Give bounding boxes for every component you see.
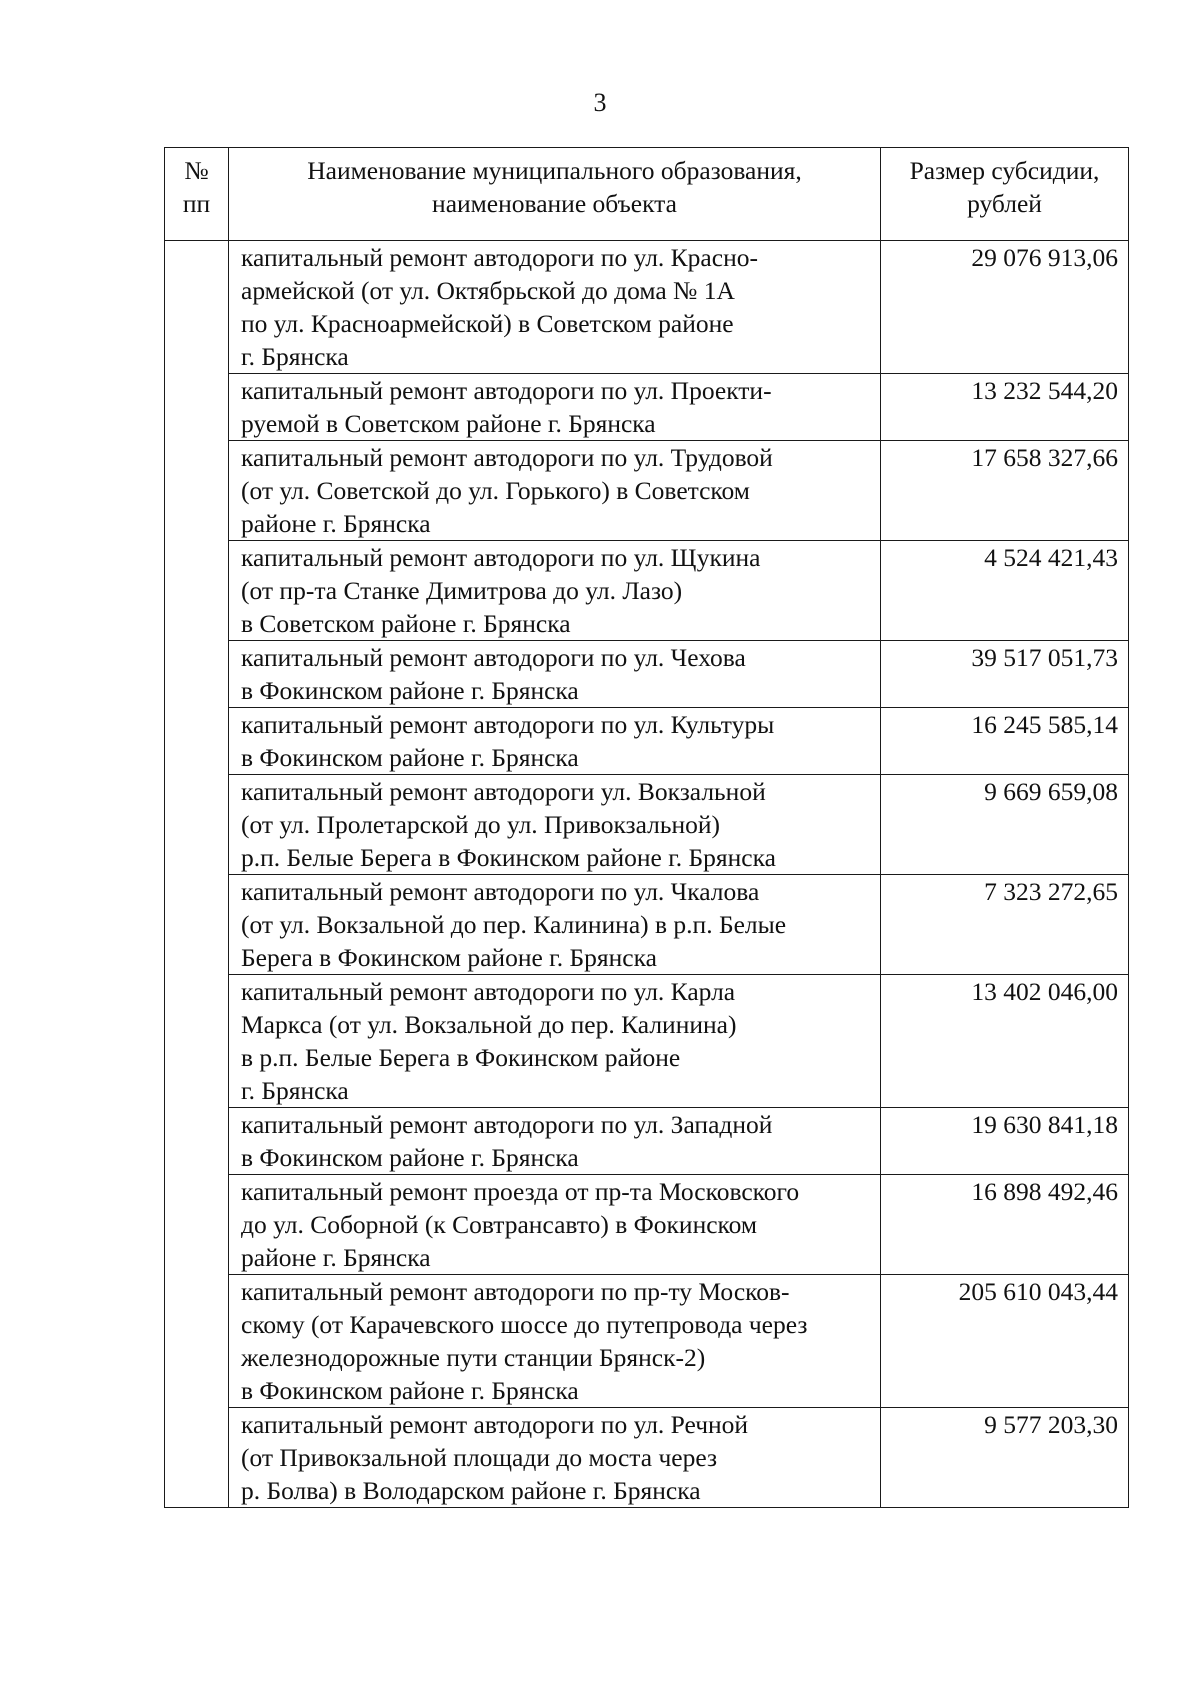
header-row bbox=[165, 148, 1129, 241]
table-row bbox=[165, 1275, 1129, 1408]
row-number-cell bbox=[165, 1108, 229, 1175]
object-name-line: (от Привокзальной площади до моста через bbox=[241, 1443, 718, 1472]
subsidy-amount-cell: 4 524 421,43 bbox=[881, 541, 1129, 641]
object-name-cell bbox=[229, 875, 881, 975]
row-number-cell bbox=[165, 374, 229, 441]
object-name-line: руемой в Советском районе г. Брянска bbox=[241, 409, 656, 438]
object-name-cell bbox=[229, 441, 881, 541]
row-number-cell bbox=[165, 775, 229, 875]
row-number-cell bbox=[165, 541, 229, 641]
page-number: 3 bbox=[593, 88, 607, 117]
object-name-line: капитальный ремонт автодороги по ул. Речной bbox=[241, 1410, 749, 1439]
header-name bbox=[229, 148, 881, 241]
object-name-cell bbox=[229, 775, 881, 875]
table-row bbox=[165, 875, 1129, 975]
header-num-line: пп bbox=[182, 189, 211, 218]
row-number-cell bbox=[165, 1275, 229, 1408]
object-name-line: капитальный ремонт автодороги по ул. Трудовой bbox=[241, 443, 773, 472]
object-name-line: р. Болва) в Володарском районе г. Брянска bbox=[241, 1476, 701, 1505]
object-name-line: капитальный ремонт автодороги по ул. Проекти- bbox=[241, 376, 772, 405]
object-name-line: капитальный ремонт проезда от пр-та Московского bbox=[241, 1177, 800, 1206]
object-name-cell bbox=[229, 1175, 881, 1275]
table-header bbox=[165, 148, 1129, 241]
subsidy-amount-cell: 39 517 051,73 bbox=[881, 641, 1129, 708]
object-name-cell bbox=[229, 541, 881, 641]
object-name-cell bbox=[229, 641, 881, 708]
header-amount-line: рублей bbox=[967, 189, 1042, 218]
subsidy-table bbox=[164, 147, 1129, 1508]
subsidy-amount-cell: 13 232 544,20 bbox=[881, 374, 1129, 441]
table-row bbox=[165, 1175, 1129, 1275]
object-name-cell bbox=[229, 975, 881, 1108]
row-number-cell bbox=[165, 975, 229, 1108]
table-row bbox=[165, 1108, 1129, 1175]
object-name-line: до ул. Соборной (к Совтрансавто) в Фокинском bbox=[241, 1210, 758, 1239]
header-amount bbox=[881, 148, 1129, 241]
table-row bbox=[165, 641, 1129, 708]
table-row bbox=[165, 775, 1129, 875]
header-num bbox=[165, 148, 229, 241]
object-name-cell bbox=[229, 241, 881, 374]
object-name-line: районе г. Брянска bbox=[241, 1243, 431, 1272]
table-row bbox=[165, 241, 1129, 374]
table-row bbox=[165, 441, 1129, 541]
object-name-line: (от пр-та Станке Димитрова до ул. Лазо) bbox=[241, 576, 683, 605]
row-number-cell bbox=[165, 1175, 229, 1275]
object-name-line: капитальный ремонт автодороги по ул. Щукина bbox=[241, 543, 761, 572]
object-name-line: капитальный ремонт автодороги по ул. Красно- bbox=[241, 243, 758, 272]
object-name-cell bbox=[229, 1108, 881, 1175]
subsidy-amount-cell: 16 898 492,46 bbox=[881, 1175, 1129, 1275]
object-name-line: скому (от Карачевского шоссе до путепровода через bbox=[241, 1310, 808, 1339]
row-number-cell bbox=[165, 441, 229, 541]
object-name-line: в Фокинском районе г. Брянска bbox=[241, 1143, 579, 1172]
object-name-line: капитальный ремонт автодороги ул. Вокзальной bbox=[241, 777, 766, 806]
table-body bbox=[165, 241, 1129, 1508]
row-number-cell bbox=[165, 1408, 229, 1508]
subsidy-amount-cell: 29 076 913,06 bbox=[881, 241, 1129, 374]
table-row bbox=[165, 374, 1129, 441]
object-name-line: по ул. Красноармейской) в Советском районе bbox=[241, 309, 734, 338]
object-name-line: в Советском районе г. Брянска bbox=[241, 609, 571, 638]
subsidy-amount-cell: 16 245 585,14 bbox=[881, 708, 1129, 775]
object-name-line: (от ул. Советской до ул. Горького) в Советском bbox=[241, 476, 750, 505]
subsidy-amount-cell: 7 323 272,65 bbox=[881, 875, 1129, 975]
object-name-line: капитальный ремонт автодороги по ул. Чкалова bbox=[241, 877, 760, 906]
object-name-line: в Фокинском районе г. Брянска bbox=[241, 676, 579, 705]
subsidy-amount-cell: 19 630 841,18 bbox=[881, 1108, 1129, 1175]
object-name-line: (от ул. Пролетарской до ул. Привокзальной) bbox=[241, 810, 721, 839]
object-name-line: в Фокинском районе г. Брянска bbox=[241, 743, 579, 772]
object-name-line: капитальный ремонт автодороги по ул. Западной bbox=[241, 1110, 773, 1139]
object-name-line: капитальный ремонт автодороги по пр-ту Москов- bbox=[241, 1277, 790, 1306]
object-name-line: капитальный ремонт автодороги по ул. Культуры bbox=[241, 710, 775, 739]
subsidy-amount-cell: 205 610 043,44 bbox=[881, 1275, 1129, 1408]
object-name-line: г. Брянска bbox=[241, 342, 349, 371]
object-name-cell bbox=[229, 374, 881, 441]
object-name-line: р.п. Белые Берега в Фокинском районе г. Брянска bbox=[241, 843, 776, 872]
object-name-line: армейской (от ул. Октябрьской до дома № 1А bbox=[241, 276, 735, 305]
header-num-line: № bbox=[184, 156, 209, 185]
object-name-line: г. Брянска bbox=[241, 1076, 349, 1105]
header-name-line: Наименование муниципального образования, bbox=[307, 156, 802, 185]
object-name-line: капитальный ремонт автодороги по ул. Карла bbox=[241, 977, 736, 1006]
subsidy-amount-cell: 9 577 203,30 bbox=[881, 1408, 1129, 1508]
row-number-cell bbox=[165, 641, 229, 708]
object-name-line: Маркса (от ул. Вокзальной до пер. Калинина) bbox=[241, 1010, 737, 1039]
table-row bbox=[165, 541, 1129, 641]
object-name-line: в Фокинском районе г. Брянска bbox=[241, 1376, 579, 1405]
object-name-cell bbox=[229, 1408, 881, 1508]
object-name-line: в р.п. Белые Берега в Фокинском районе bbox=[241, 1043, 681, 1072]
object-name-line: Берега в Фокинском районе г. Брянска bbox=[241, 943, 657, 972]
row-number-cell bbox=[165, 241, 229, 374]
table-row bbox=[165, 1408, 1129, 1508]
subsidy-amount-cell: 9 669 659,08 bbox=[881, 775, 1129, 875]
row-number-cell bbox=[165, 875, 229, 975]
header-name-line: наименование объекта bbox=[432, 189, 677, 218]
subsidy-amount-cell: 17 658 327,66 bbox=[881, 441, 1129, 541]
header-amount-line: Размер субсидии, bbox=[909, 156, 1100, 185]
object-name-cell bbox=[229, 1275, 881, 1408]
object-name-line: капитальный ремонт автодороги по ул. Чехова bbox=[241, 643, 746, 672]
object-name-cell bbox=[229, 708, 881, 775]
subsidy-amount-cell: 13 402 046,00 bbox=[881, 975, 1129, 1108]
table-row bbox=[165, 975, 1129, 1108]
object-name-line: районе г. Брянска bbox=[241, 509, 431, 538]
row-number-cell bbox=[165, 708, 229, 775]
object-name-line: (от ул. Вокзальной до пер. Калинина) в р.п. Белые bbox=[241, 910, 787, 939]
table-row bbox=[165, 708, 1129, 775]
object-name-line: железнодорожные пути станции Брянск-2) bbox=[241, 1343, 706, 1372]
